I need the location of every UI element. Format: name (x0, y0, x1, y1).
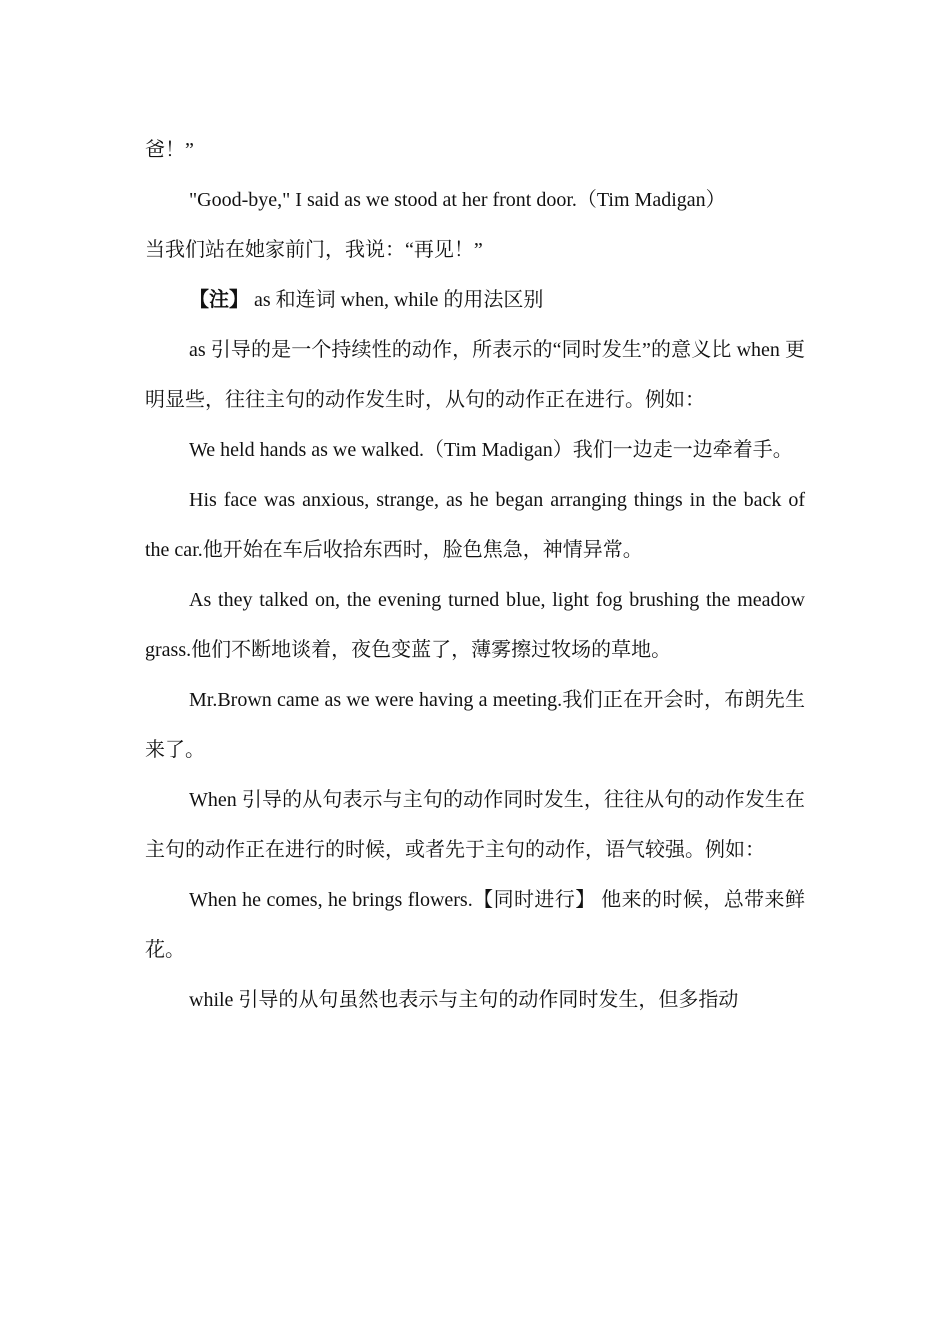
paragraph-10: When 引导的从句表示与主句的动作同时发生，往往从句的动作发生在主句的动作正在进行的时候，或者先于主句的动作，语气较强。例如： (145, 789, 805, 861)
paragraph-3: 当我们站在她家前门，我说：“再见！” (145, 239, 483, 261)
note-heading-text: as 和连词 when, while 的用法区别 (249, 289, 544, 311)
paragraph-1: 爸！” (145, 139, 194, 161)
paragraph-5: as 引导的是一个持续性的动作，所表示的“同时发生”的意义比 when 更明显些，往往主句的动作发生时，从句的动作正在进行。例如： (145, 339, 805, 411)
note-label: 【注】 (189, 289, 249, 311)
paragraph-11: When he comes, he brings flowers.【同时进行】 他来的时候，总带来鲜花。 (145, 889, 805, 961)
note-heading (145, 275, 805, 325)
document-page (145, 125, 805, 1025)
paragraph-2: "Good-bye," I said as we stood at her front door.（Tim Madigan） (189, 189, 726, 211)
paragraph-6: We held hands as we walked.（Tim Madigan）我们一边走一边牵着手。 (189, 439, 793, 461)
paragraph-9: Mr.Brown came as we were having a meeting.我们正在开会时，布朗先生来了。 (145, 689, 805, 761)
paragraph-7: His face was anxious, strange, as he began arranging things in the back of the car.他开始在车后收拾东西时，脸色焦急，神情异常。 (145, 489, 805, 561)
paragraph-12: while 引导的从句虽然也表示与主句的动作同时发生，但多指动 (189, 989, 739, 1011)
paragraph-8: As they talked on, the evening turned blue, light fog brushing the meadow grass.他们不断地谈着，夜色变蓝了，薄雾擦过牧场的草地。 (145, 589, 805, 661)
